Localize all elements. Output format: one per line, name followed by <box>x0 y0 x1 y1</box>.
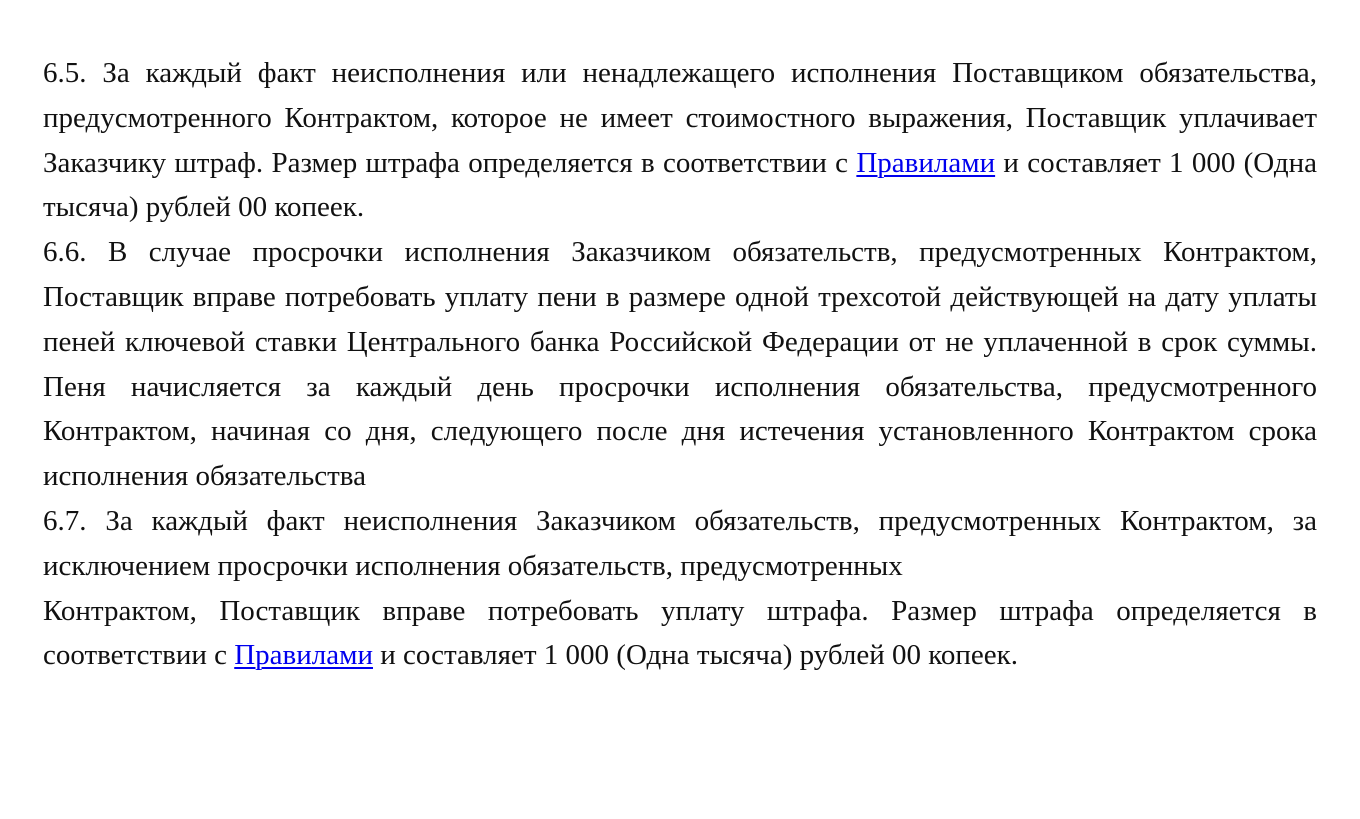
paragraph-number: 6.6. <box>43 236 87 269</box>
paragraph-text: В случае просрочки исполнения Заказчиком обязательств, предусмотренных Контрактом, Поставщик вправе потребовать уплату пени в размере одной трехсотой действующей на дату уплаты пеней ключевой ставки Центрального банка Российской Федерации от не уплаченной в срок суммы. Пеня начисляется за каждый день просрочки исполнения обязательства, предусмотренного Контрактом, начиная со дня, следующего после дня истечения установленного Контрактом срока исполнения обязательства <box>43 236 1318 493</box>
paragraph-6-5 <box>43 51 1317 230</box>
paragraph-6-7 <box>43 499 1317 589</box>
rules-link[interactable]: Правилами <box>234 639 373 672</box>
paragraph-text: За каждый факт неисполнения или ненадлежащего исполнения Поставщиком обязательства, предусмотренного Контрактом, которое не имеет стоимостного выражения, Поставщик уплачивает Заказчику штраф. Размер штрафа определяется в соответствии с <box>43 57 1317 179</box>
rules-link[interactable]: Правилами <box>856 146 996 179</box>
paragraph-6-7-continued <box>43 589 1317 679</box>
document-body <box>43 51 1317 678</box>
paragraph-6-6 <box>43 230 1317 499</box>
paragraph-text: и составляет 1 000 (Одна тысяча) рублей 00 копеек. <box>372 639 1018 672</box>
paragraph-text: и составляет 1 000 (Одна тысяча) рублей 00 копеек. <box>43 146 1317 224</box>
paragraph-text: За каждый факт неисполнения Заказчиком обязательств, предусмотренных Контрактом, за исключением просрочки исполнения обязательств, предусмотренных <box>43 504 1318 582</box>
paragraph-number: 6.5. <box>43 57 87 89</box>
paragraph-text: Контрактом, Поставщик вправе потребовать уплату штрафа. Размер штрафа определяется в соответствии с <box>43 594 1317 672</box>
paragraph-number: 6.7. <box>43 504 87 537</box>
